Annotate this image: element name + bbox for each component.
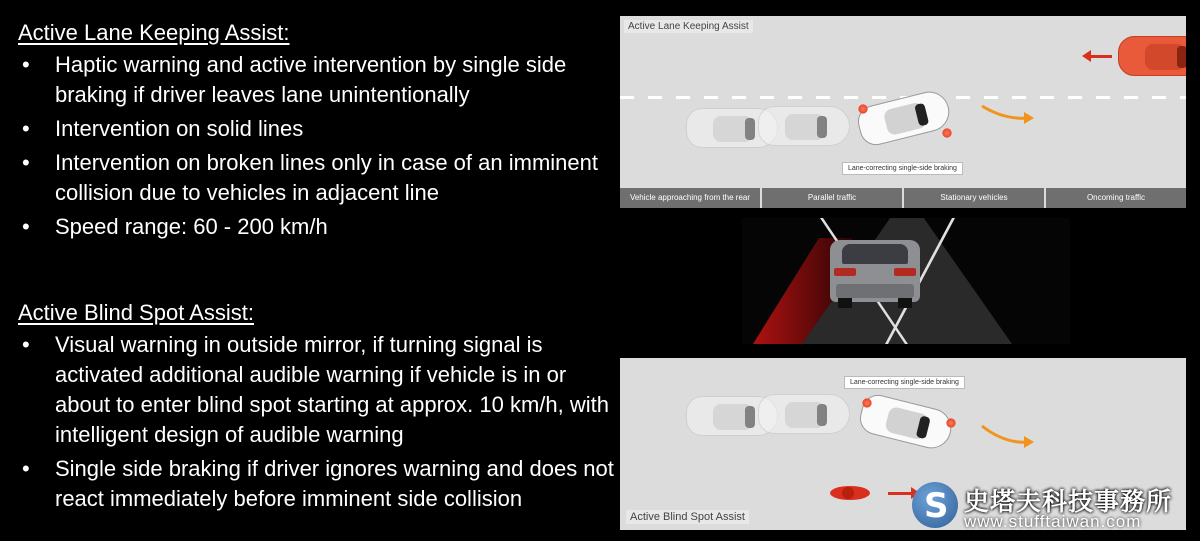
- bullet-icon: •: [22, 332, 30, 357]
- ghost-car-icon: [758, 394, 850, 434]
- bullet-icon: •: [22, 456, 30, 481]
- list-item: [18, 148, 618, 208]
- scenario-bar: [620, 188, 1186, 208]
- list-item: [18, 212, 618, 242]
- brake-indicator-icon: [858, 104, 868, 114]
- blind-spot-title: Active Blind Spot Assist:: [18, 300, 254, 325]
- watermark-name: 史塔夫科技事務所: [964, 487, 1173, 516]
- scenario-label: Stationary vehicles: [904, 188, 1046, 208]
- bullet-icon: •: [22, 150, 30, 175]
- bullet-text: Single side braking if driver ignores warning and does not react immediately before imminent side collision: [55, 456, 614, 511]
- bullet-text: Haptic warning and active intervention by single side braking if driver leaves lane unintentionally: [55, 52, 567, 107]
- diagram-caption: Lane-correcting single-side braking: [844, 376, 965, 389]
- lane-keeping-title: Active Lane Keeping Assist:: [18, 20, 290, 45]
- blind-spot-rear-view: [742, 218, 1070, 344]
- list-item: [18, 330, 618, 450]
- bullet-icon: •: [22, 214, 30, 239]
- bullet-icon: •: [22, 52, 30, 77]
- blind-spot-section: [18, 298, 618, 518]
- lane-keeping-section: [18, 18, 618, 246]
- motorcycle-icon: [828, 482, 872, 504]
- bullet-icon: •: [22, 116, 30, 141]
- right-arrow-icon: [888, 492, 912, 495]
- bullet-text: Speed range: 60 - 200 km/h: [55, 214, 328, 239]
- correction-path-icon: [980, 98, 1040, 128]
- watermark-url: www.stufftaiwan.com: [964, 512, 1142, 531]
- diagram-caption: Lane-correcting single-side braking: [842, 162, 963, 175]
- brake-indicator-icon: [862, 398, 872, 408]
- rear-car-icon: [830, 240, 920, 302]
- brake-indicator-icon: [942, 128, 952, 138]
- list-item: [18, 454, 618, 514]
- watermark: [912, 480, 1197, 538]
- scenario-label: Parallel traffic: [762, 188, 904, 208]
- list-item: [18, 114, 618, 144]
- bullet-text: Visual warning in outside mirror, if turning signal is activated additional audible warning if vehicle is in or about to enter blind spot starting at approx. 10 km/h, with intelligent design of audible warning: [55, 332, 609, 447]
- blind-spot-list: [18, 330, 618, 514]
- ghost-car-icon: [758, 106, 850, 146]
- lane-keeping-diagram: [620, 16, 1186, 208]
- scenario-label: Oncoming traffic: [1086, 193, 1146, 202]
- scenario-label: Vehicle approaching from the rear: [620, 188, 762, 208]
- bullet-text: Intervention on solid lines: [55, 116, 304, 141]
- oncoming-car-icon: [1118, 36, 1186, 76]
- list-item: [18, 50, 618, 110]
- logo-icon: S: [912, 482, 958, 528]
- diagram-label: Active Lane Keeping Assist: [624, 20, 753, 33]
- brake-indicator-icon: [946, 418, 956, 428]
- bullet-text: Intervention on broken lines only in case of an imminent collision due to vehicles in adjacent line: [55, 150, 598, 205]
- diagram-label: Active Blind Spot Assist: [626, 510, 749, 524]
- lane-keeping-list: [18, 50, 618, 242]
- left-arrow-icon: [1090, 55, 1112, 58]
- correction-path-icon: [980, 422, 1040, 452]
